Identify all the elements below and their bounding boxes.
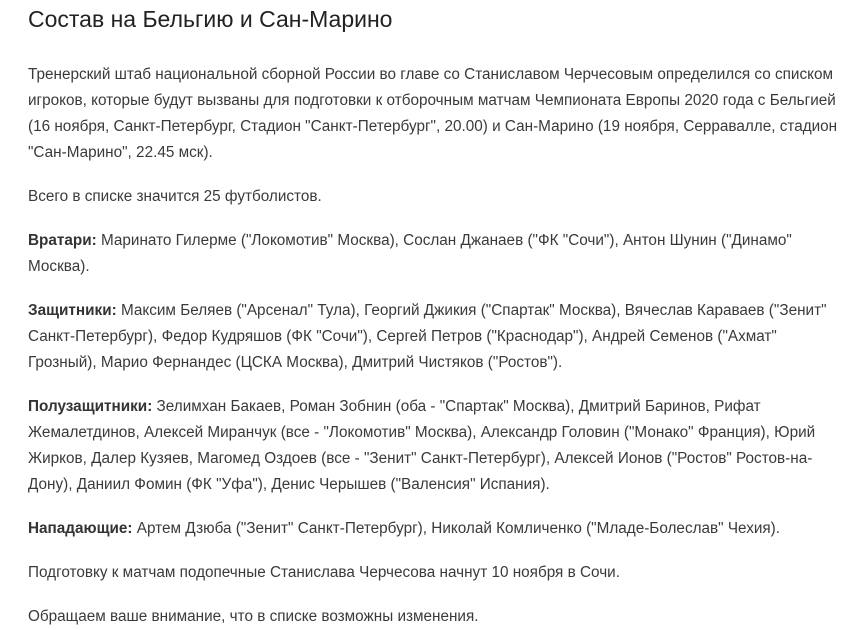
forwards-label: Нападающие: — [28, 520, 133, 537]
midfielders-list: Зелимхан Бакаев, Роман Зобнин (оба - "Спартак" Москва), Дмитрий Баринов, Рифат Жемалетдинов, Алексей Миранчук (все - "Локомотив" Москва), Александр Головин ("Монако" Франция), Юрий Жирков, Далер Кузяев, Магомед Оздоев (все - "Зенит" Санкт-Петербург), Алексей Ионов ("Ростов" Ростов-на-Дону), Даниил Фомин (ФК "Уфа"), Денис Черышев ("Валенсия" Испания). — [28, 398, 816, 493]
midfielders-paragraph — [28, 394, 841, 498]
intro-paragraph: Тренерский штаб национальной сборной России во главе со Станиславом Черчесовым определился со списком игроков, которые будут вызваны для подготовки к отборочным матчам Чемпионата Европы 2020 года с Бельгией (16 ноября, Санкт-Петербург, Стадион "Санкт-Петербург", 20.00) и Сан-Марино (19 ноября, Серравалле, стадион "Сан-Марино", 22.45 мск). — [28, 66, 838, 161]
goalkeepers-paragraph — [28, 228, 841, 280]
midfielders-label: Полузащитники: — [28, 398, 153, 415]
defenders-list: Максим Беляев ("Арсенал" Тула), Георгий Джикия ("Спартак" Москва), Вячеслав Караваев ("Зенит" Санкт-Петербург), Федор Кудряшов (ФК "Сочи"), Сергей Петров ("Краснодар"), Андрей Семенов ("Ахмат" Грозный), Марио Фернандес (ЦСКА Москва), Дмитрий Чистяков ("Ростов"). — [28, 302, 827, 371]
defenders-label: Защитники: — [28, 302, 117, 319]
forwards-paragraph — [28, 516, 841, 542]
total-players-paragraph: Всего в списке значится 25 футболистов. — [28, 188, 322, 205]
forwards-list: Артем Дзюба ("Зенит" Санкт-Петербург), Николай Комличенко ("Младе-Болеслав" Чехия). — [132, 520, 781, 537]
article-title: Состав на Бельгию и Сан-Марино — [28, 6, 393, 32]
preparation-paragraph: Подготовку к матчам подопечные Станислава Черчесова начнут 10 ноября в Сочи. — [28, 564, 620, 581]
goalkeepers-list: Маринато Гилерме ("Локомотив" Москва), Сослан Джанаев ("ФК "Сочи"), Антон Шунин ("Динамо" Москва). — [28, 232, 792, 275]
goalkeepers-label: Вратари: — [28, 232, 97, 249]
notice-paragraph: Обращаем ваше внимание, что в списке возможны изменения. — [28, 608, 479, 625]
defenders-paragraph — [28, 298, 841, 376]
